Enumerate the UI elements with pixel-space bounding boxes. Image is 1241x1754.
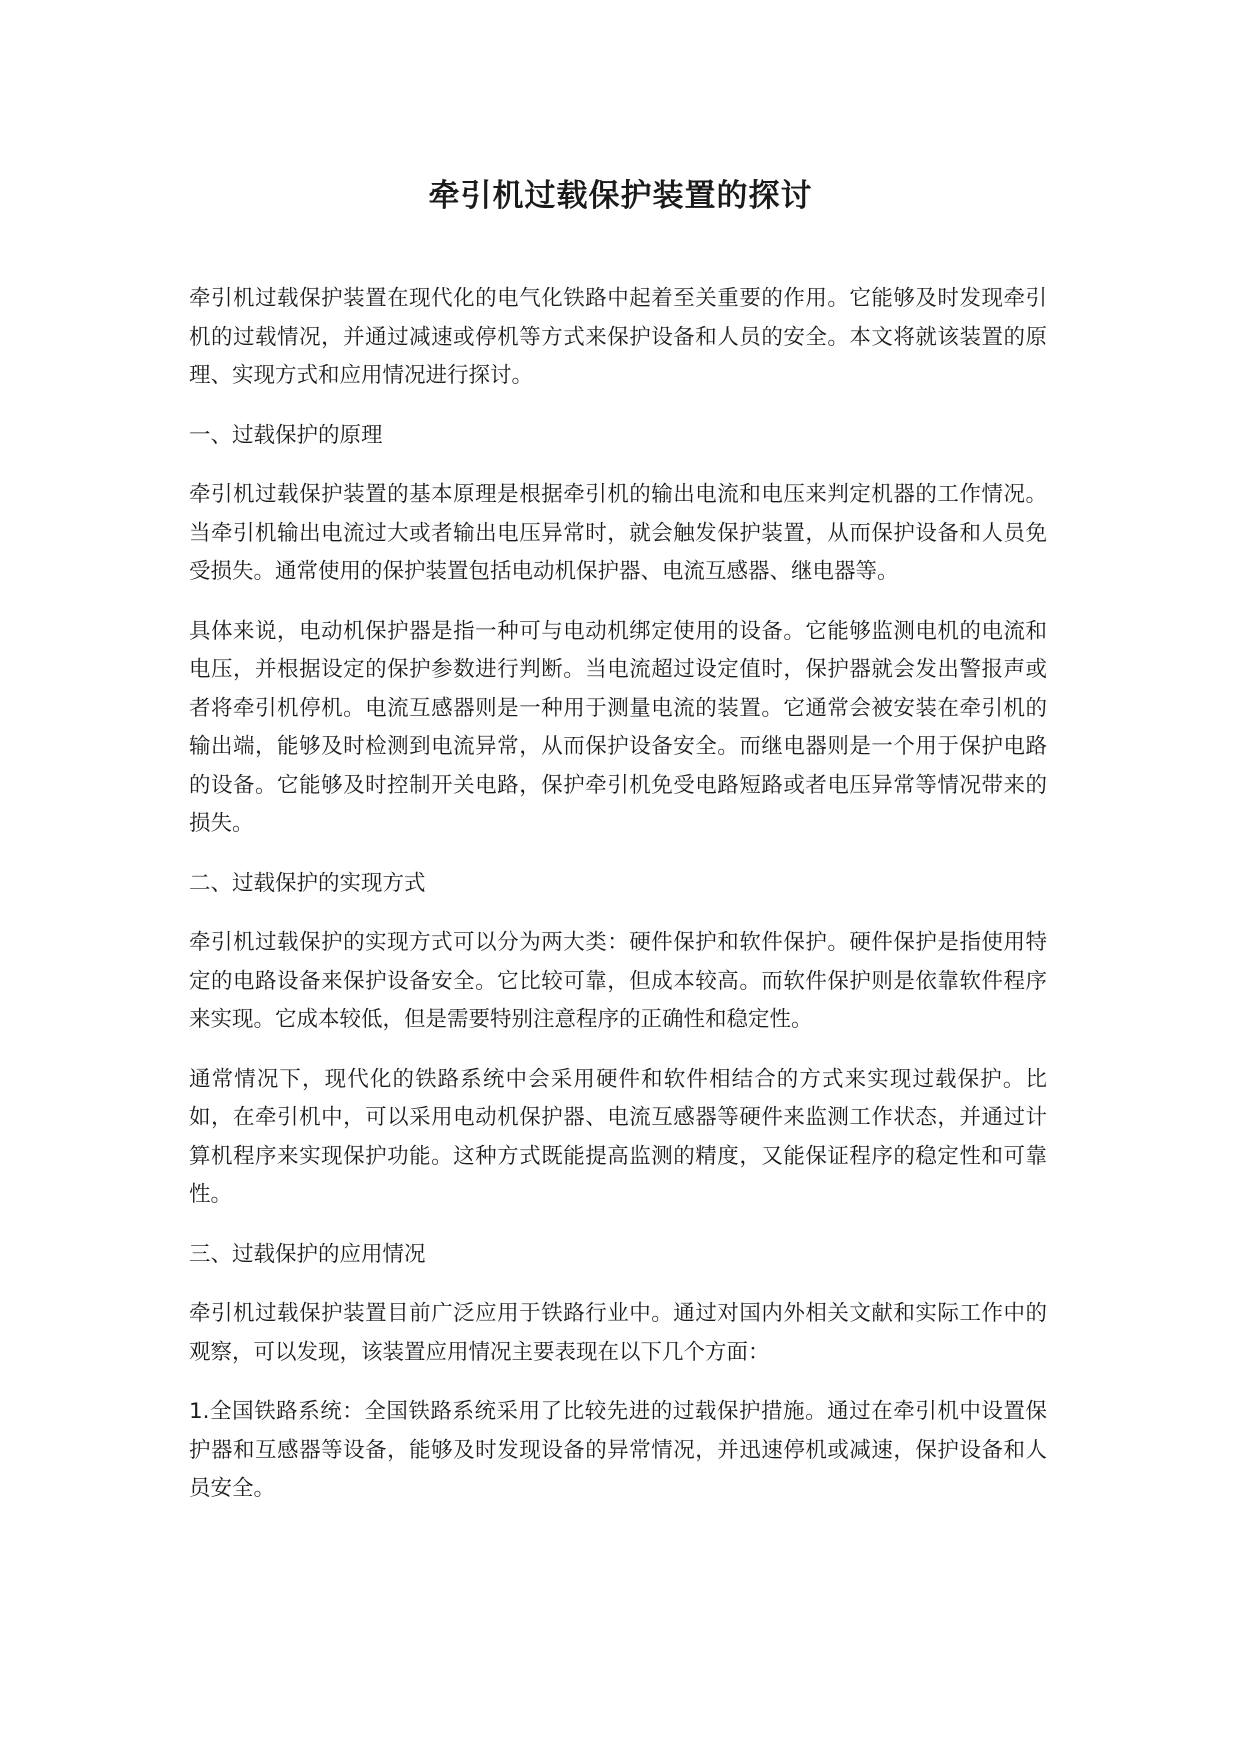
document-body [189, 280, 1047, 1530]
implementation-paragraph: 牵引机过载保护的实现方式可以分为两大类：硬件保护和软件保护。硬件保护是指使用特定的电路设备来保护设备安全。它比较可靠，但成本较高。而软件保护则是依靠软件程序来实现。它成本较低，但是需要特别注意程序的正确性和稳定性。 [189, 930, 1047, 1032]
document-title: 牵引机过载保护装置的探讨 [428, 178, 813, 214]
intro-paragraph: 牵引机过载保护装置在现代化的电气化铁路中起着至关重要的作用。它能够及时发现牵引机的过载情况，并通过减速或停机等方式来保护设备和人员的安全。本文将就该装置的原理、实现方式和应用情况进行探讨。 [189, 286, 1047, 388]
principle-detail-paragraph: 具体来说，电动机保护器是指一种可与电动机绑定使用的设备。它能够监测电机的电流和电压，并根据设定的保护参数进行判断。当电流超过设定值时，保护器就会发出警报声或者将牵引机停机。电流互感器则是一种用于测量电流的装置。它通常会被安装在牵引机的输出端，能够及时检测到电流异常，从而保护设备安全。而继电器则是一个用于保护电路的设备。它能够及时控制开关电路，保护牵引机免受电路短路或者电压异常等情况带来的损失。 [189, 618, 1047, 836]
section-heading-implementation: 二、过载保护的实现方式 [189, 870, 426, 896]
application-paragraph: 牵引机过载保护装置目前广泛应用于铁路行业中。通过对国内外相关文献和实际工作中的观察，可以发现，该装置应用情况主要表现在以下几个方面： [189, 1301, 1047, 1365]
implementation-detail-paragraph: 通常情况下，现代化的铁路系统中会采用硬件和软件相结合的方式来实现过载保护。比如，在牵引机中，可以采用电动机保护器、电流互感器等硬件来监测工作状态，并通过计算机程序来实现保护功能。这种方式既能提高监测的精度，又能保证程序的稳定性和可靠性。 [189, 1066, 1047, 1207]
application-item-1-paragraph: 1.全国铁路系统：全国铁路系统采用了比较先进的过载保护措施。通过在牵引机中设置保护器和互感器等设备，能够及时发现设备的异常情况，并迅速停机或减速，保护设备和人员安全。 [189, 1399, 1047, 1501]
section-heading-principle: 一、过载保护的原理 [189, 422, 383, 448]
principle-paragraph: 牵引机过载保护装置的基本原理是根据牵引机的输出电流和电压来判定机器的工作情况。当牵引机输出电流过大或者输出电压异常时，就会触发保护装置，从而保护设备和人员免受损失。通常使用的保护装置包括电动机保护器、电流互感器、继电器等。 [189, 482, 1047, 584]
section-heading-application: 三、过载保护的应用情况 [189, 1241, 426, 1267]
